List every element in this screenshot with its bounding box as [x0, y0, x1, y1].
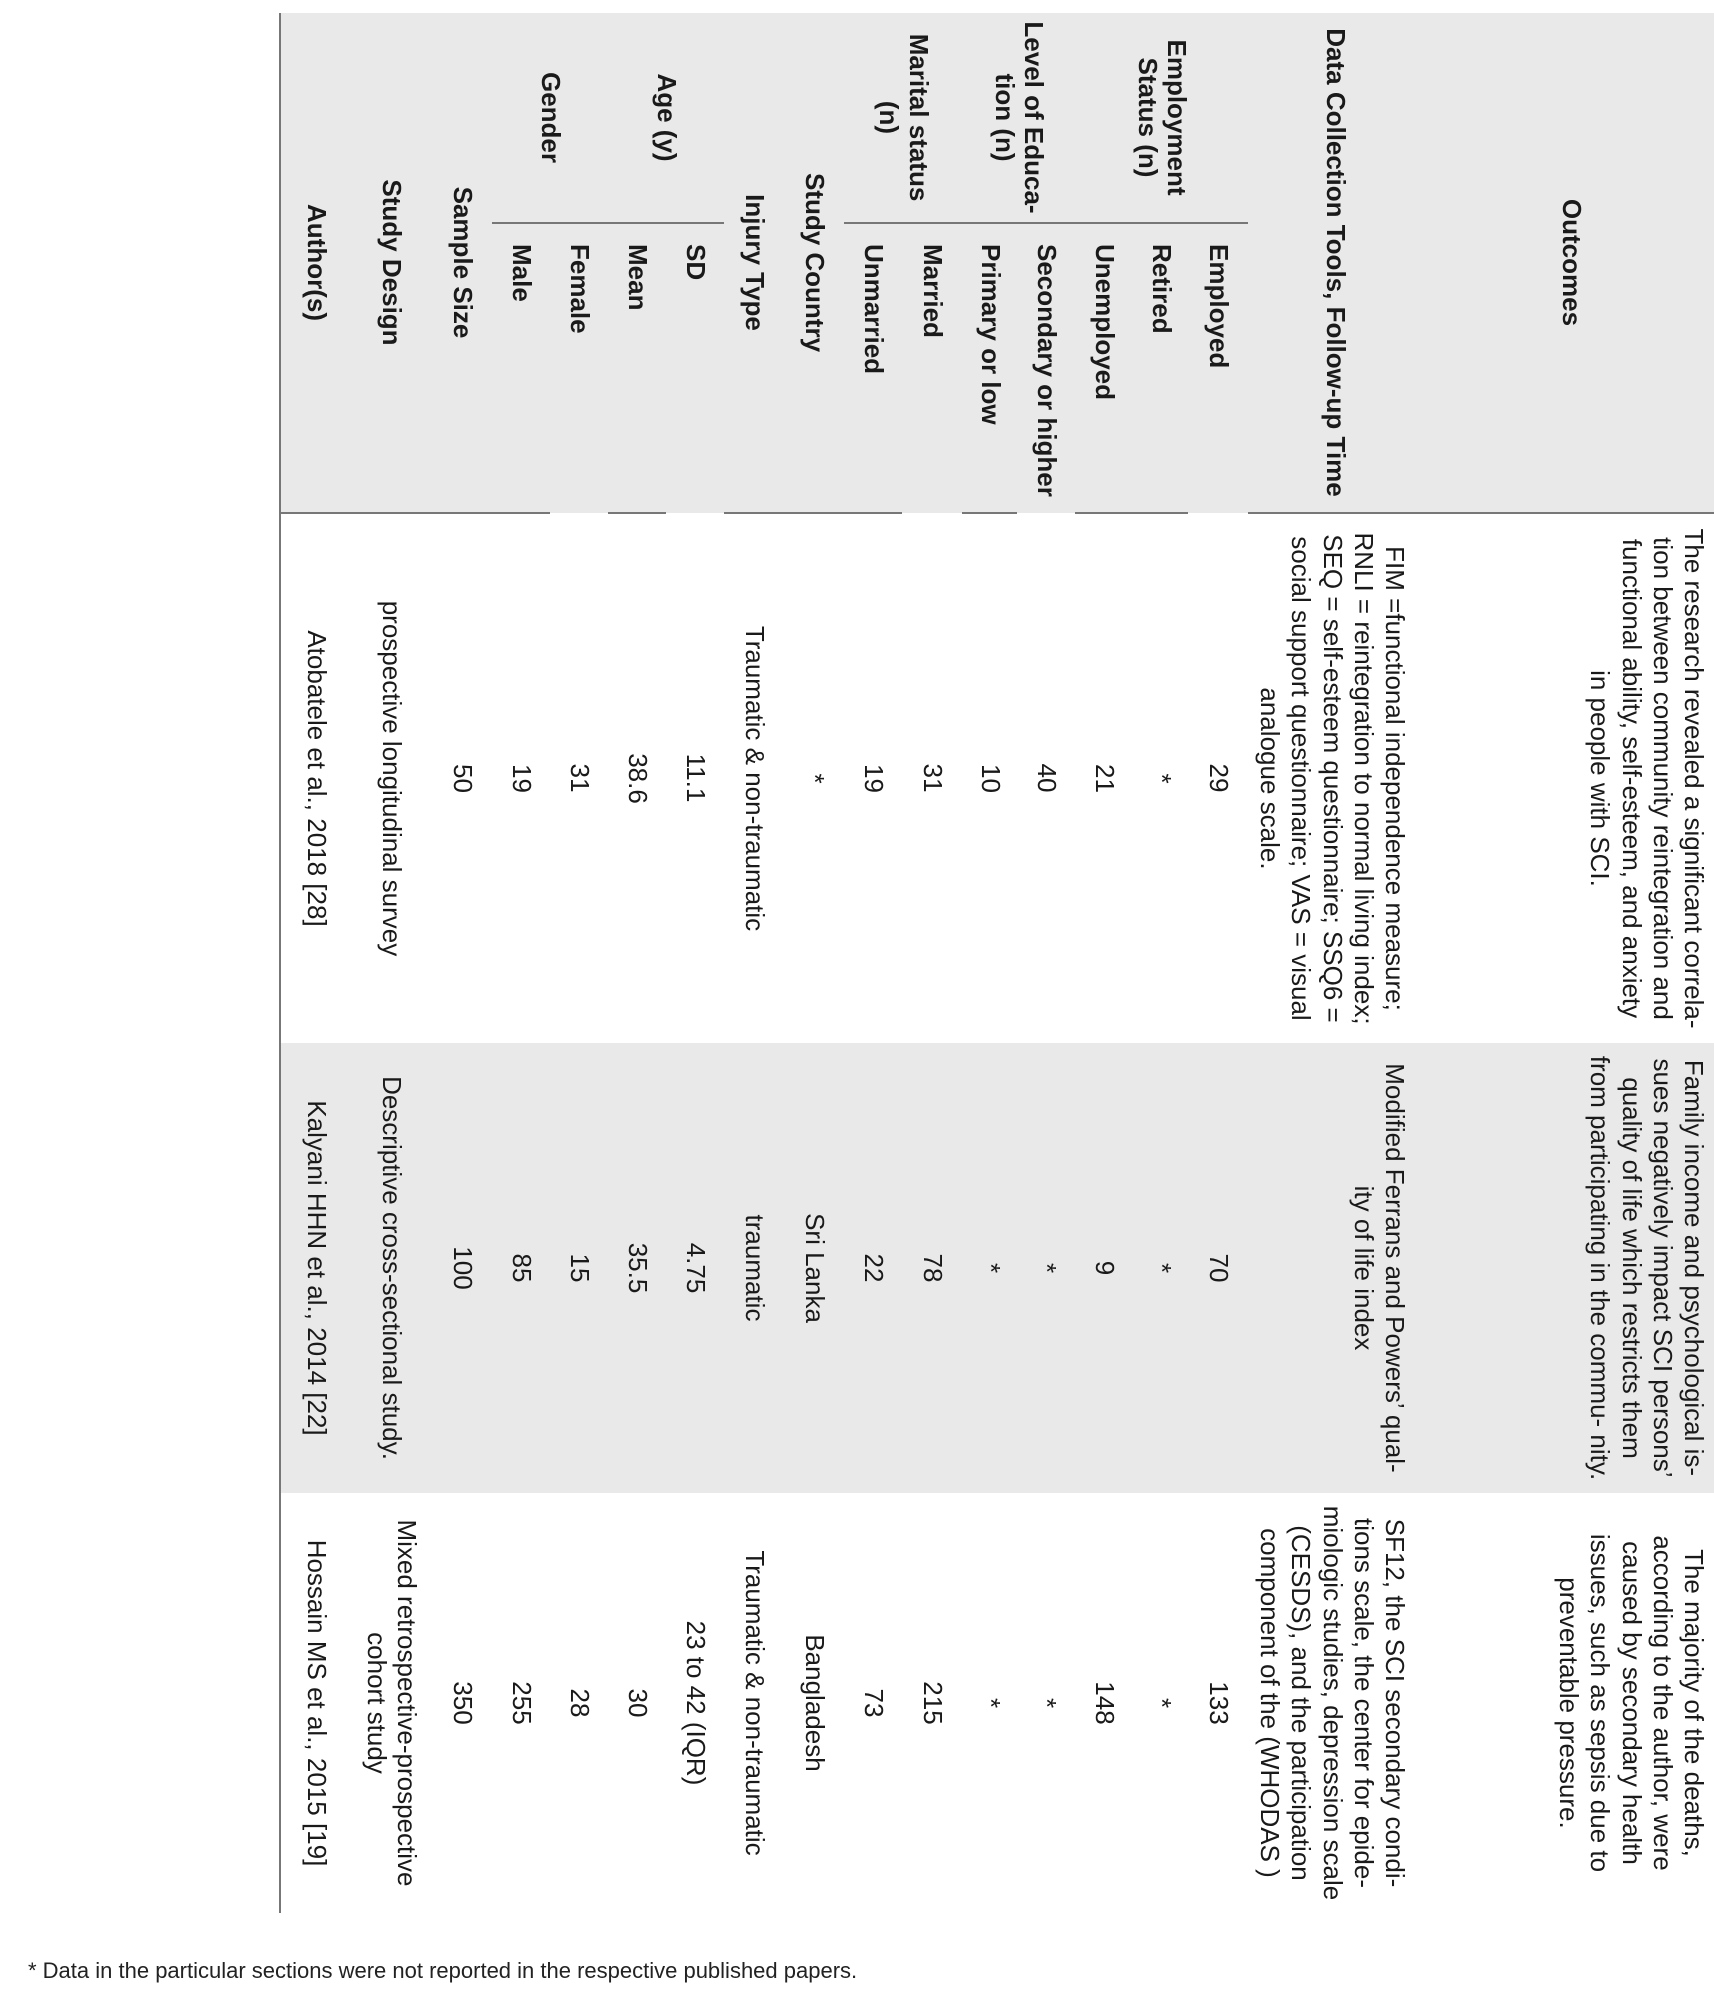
- row-label-study-country: Study Country: [784, 13, 844, 513]
- table-row-male: [492, 13, 550, 1913]
- table-row-unemployed: [1075, 13, 1133, 1913]
- cell-female: 15: [550, 1043, 608, 1493]
- row-label-study-design: Study Design: [350, 13, 432, 513]
- cell-employed: 70: [1188, 1043, 1248, 1493]
- table-row-outcomes: [1422, 13, 1714, 1913]
- row-label-age-mean: Mean: [608, 223, 666, 513]
- table-row-age-mean: [608, 13, 666, 1913]
- cell-employed: 133: [1204, 1681, 1235, 1725]
- cell-retired: *: [1146, 773, 1177, 784]
- cell-outcomes: Family income and psychological is- sues negatively impact SCI persons’ quality of life which restricts them from participating in the commu- nity.: [1422, 1043, 1714, 1493]
- group-label-employment: Employment Status (n): [1075, 13, 1248, 223]
- cell-primary: *: [975, 1697, 1006, 1709]
- cell-age-sd: 4.75: [666, 1043, 724, 1493]
- group-label-gender: Gender: [492, 13, 608, 223]
- cell-employed: 29: [1204, 763, 1235, 793]
- cell-study-country: Sri Lanka: [784, 1043, 844, 1493]
- cell-data-collection: SF12, the SCI secondary condi- tions scale, the center for epide- miologic studies, depression scale (CESDS), and the participation component of the (WHODAS ): [1255, 1505, 1410, 1901]
- row-label-sample-size: Sample Size: [432, 13, 492, 513]
- row-label-female: Female: [550, 223, 608, 513]
- row-label-retired: Retired: [1133, 223, 1188, 513]
- cell-authors: Hossain MS et al., 2015 [19]: [280, 1493, 350, 1913]
- cell-unmarried: 22: [844, 1043, 902, 1493]
- cell-age-mean: 38.6: [623, 753, 654, 804]
- cell-injury-type: traumatic: [724, 1043, 784, 1493]
- cell-unmarried: 19: [859, 764, 890, 793]
- table-row-primary: [962, 13, 1017, 1913]
- row-label-authors: Author(s): [280, 13, 350, 513]
- cell-injury-type: Traumatic & non-traumatic: [740, 625, 771, 932]
- cell-age-sd: 23 to 42 (IQR): [681, 1620, 712, 1786]
- table-row-female: [550, 13, 608, 1913]
- cell-sample-size: 50: [448, 764, 479, 793]
- cell-unmarried: 73: [859, 1688, 890, 1718]
- table-row-study-country: [784, 13, 844, 1913]
- cell-data-collection: FIM =functional independence measure; RNLI = reintegration to normal living index; SEQ = self-esteem questionnaire; SSQ6 = social support questionnaire; VAS = visual analogue scale.: [1255, 532, 1410, 1025]
- cell-data-collection: Modified Ferrans and Powers’ qual- ity of life index: [1248, 1043, 1422, 1493]
- study-characteristics-table: [279, 13, 1714, 1913]
- row-label-secondary: Secondary or higher: [1017, 223, 1075, 513]
- cell-study-design: prospective longitudinal survey: [377, 600, 408, 957]
- cell-secondary: *: [1032, 1697, 1063, 1709]
- row-label-married: Married: [902, 223, 962, 513]
- table-row-authors: [280, 13, 350, 1913]
- group-label-age: Age (y): [608, 13, 724, 223]
- cell-age-sd: 11.1: [681, 753, 712, 803]
- table-row-age-sd: [666, 13, 724, 1913]
- cell-retired: *: [1133, 1043, 1188, 1493]
- cell-age-mean: 35.5: [608, 1043, 666, 1493]
- cell-injury-type: Traumatic & non-traumatic: [740, 1550, 771, 1856]
- table-row-married: [902, 13, 962, 1913]
- table-row-sample-size: [432, 13, 492, 1913]
- row-label-employed: Employed: [1188, 223, 1248, 513]
- cell-secondary: 40: [1032, 763, 1063, 793]
- cell-primary: *: [962, 1043, 1017, 1493]
- row-label-data-collection: Data Collection Tools, Follow-up Time: [1248, 13, 1422, 513]
- row-label-age-sd: SD: [666, 223, 724, 513]
- row-label-unemployed: Unemployed: [1075, 223, 1133, 513]
- cell-female: 28: [565, 1688, 596, 1718]
- cell-primary: 10: [975, 764, 1006, 793]
- cell-married: 31: [918, 763, 949, 793]
- cell-unemployed: 9: [1075, 1043, 1133, 1493]
- cell-study-country: *: [800, 773, 831, 784]
- cell-unemployed: 148: [1090, 1681, 1121, 1725]
- table-row-retired: [1133, 13, 1188, 1913]
- rotated-table-container: [23, 13, 1714, 1913]
- row-label-outcomes: Outcomes: [1422, 13, 1714, 513]
- footnote: * Data in the particular sections were not reported in the respective published papers.: [28, 1958, 858, 1983]
- table-row-employed: [1188, 13, 1248, 1913]
- table-row-study-design: [350, 13, 432, 1913]
- cell-secondary: *: [1017, 1043, 1075, 1493]
- cell-outcomes: The majority of the deaths, according to the author, were caused by secondary health issues, such as sepsis due to preventable pressure.: [1422, 1493, 1714, 1913]
- group-label-marital: Marital status (n): [844, 13, 962, 223]
- cell-study-design: Mixed retrospective-prospective cohort study: [362, 1519, 422, 1887]
- cell-sample-size: 100: [432, 1043, 492, 1493]
- cell-married: 215: [918, 1681, 949, 1725]
- cell-outcomes: The research revealed a significant correla- tion between community reintegration and functional ability, self-esteem, and anxiety in people with SCI.: [1422, 513, 1714, 1043]
- cell-sample-size: 350: [448, 1681, 479, 1725]
- table-row-data-collection: [1248, 13, 1422, 1913]
- cell-married: 78: [902, 1043, 962, 1493]
- cell-female: 31: [565, 763, 596, 793]
- cell-age-mean: 30: [623, 1688, 654, 1718]
- row-label-unmarried: Unmarried: [844, 223, 902, 513]
- cell-study-design: Descriptive cross-sectional study.: [350, 1043, 432, 1493]
- cell-male: 19: [507, 764, 538, 793]
- cell-authors: Atobatele et al., 2018 [28]: [280, 513, 350, 1043]
- row-label-primary: Primary or low: [962, 223, 1017, 513]
- cell-male: 255: [507, 1681, 538, 1725]
- cell-unemployed: 21: [1090, 764, 1121, 793]
- cell-retired: *: [1146, 1697, 1177, 1709]
- table-row-unmarried: [844, 13, 902, 1913]
- group-label-education: Level of Educa- tion (n): [962, 13, 1075, 223]
- table-row-injury-type: [724, 13, 784, 1913]
- row-label-male: Male: [492, 223, 550, 513]
- table-row-secondary: [1017, 13, 1075, 1913]
- cell-male: 85: [492, 1043, 550, 1493]
- row-label-injury-type: Injury Type: [724, 13, 784, 513]
- cell-authors: Kalyani HHN et al., 2014 [22]: [280, 1043, 350, 1493]
- cell-study-country: Bangladesh: [800, 1634, 831, 1772]
